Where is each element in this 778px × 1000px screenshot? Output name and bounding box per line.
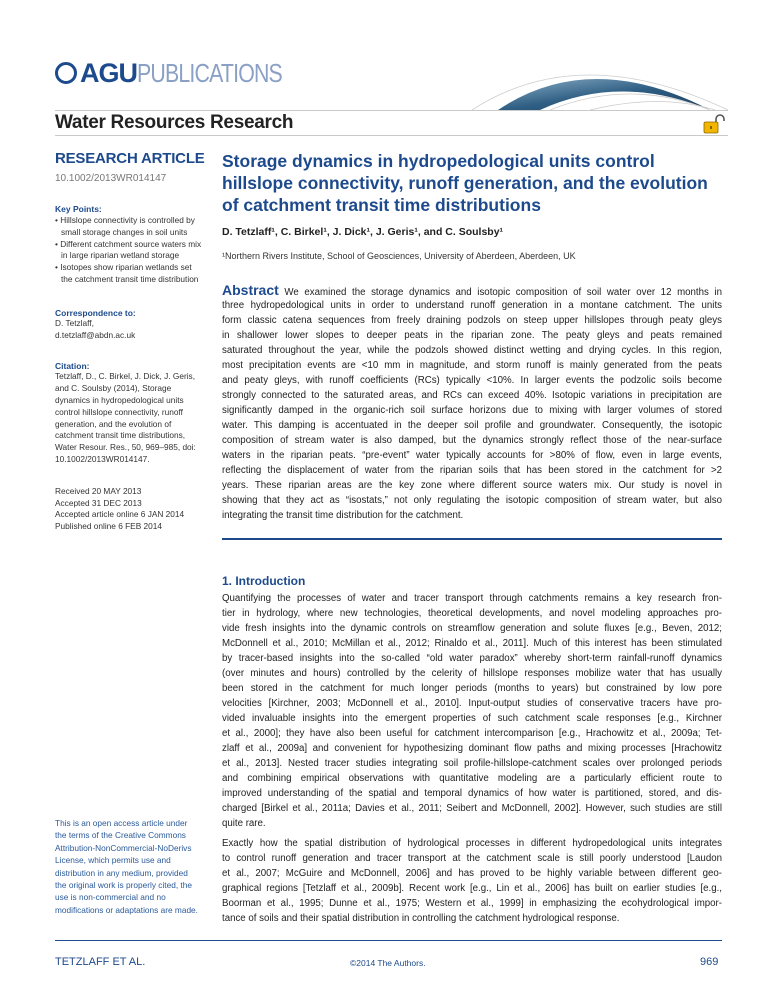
text-line: quite rare. <box>222 818 266 829</box>
text-line: and peaty gleys, with runoff coefficients (RCs) typically <10%. In larger events the podzolic soils become <box>222 375 722 386</box>
section-heading-introduction: 1. Introduction <box>222 574 306 588</box>
intro-paragraph-2 <box>222 836 722 926</box>
agu-publications-logo <box>55 58 314 88</box>
text-line: et al., 2000]; they have also been useful for catchment intercomparison [e.g., Hrachowitz et al., 2009a; Tet- <box>222 728 722 739</box>
logo-agu: AGU <box>80 58 137 88</box>
text-line: tier in hydrology, where new technologies, theoretical developments, and novel modeling approaches pro- <box>222 608 722 619</box>
text-line: been stored in the catchment for much longer periods (months to years) but constrained by low pore <box>222 683 722 694</box>
text-line: form classic catena sequences from freely draining podzols on steep upper hillslopes through peaty gleys <box>222 315 722 326</box>
key-point: • Hillslope connectivity is controlled by small storage changes in soil units <box>55 215 195 237</box>
key-point-text: Isotopes show riparian wetlands set the catchment transit time distribution <box>60 262 199 284</box>
journal-name: Water Resources Research <box>55 112 294 133</box>
date-published: Published online 6 FEB 2014 <box>55 521 163 532</box>
correspondence-email[interactable]: d.tetzlaff@abdn.ac.uk <box>55 329 136 340</box>
text-line: zlaff et al., 2009a] and convenient for hypothesizing dominant flow paths and mixing processes [Hrachowitz <box>222 743 722 754</box>
text-line: velocities [Kirchner, 2003; McDonnell et al., 2010]. Input-output studies of conservative tracers have pro- <box>222 698 722 709</box>
article-title: Storage dynamics in hydropedological units control hillslope connectivity, runoff generation, and the evolution of catchment transit time distributions <box>222 151 708 215</box>
text-line: to control runoff generation and tracer transport at the catchment scale is still poorly understood [Laudon <box>222 853 722 864</box>
text-line: et al., 2007; McGuire and McDonnell, 2006] and has proved to be highly variable between different geo- <box>222 868 722 879</box>
text-line: graphical regions [Tetzlaff et al., 2009b]. Recent work [e.g., Lin et al., 2006] has built on earlier studies [e.g., <box>222 883 722 894</box>
key-point: • Different catchment source waters mix in large riparian wetland storage <box>55 238 202 261</box>
text-line: integrating the transit time distribution for the catchment. <box>222 510 464 521</box>
footer-authors: TETZLAFF ET AL. <box>55 956 146 968</box>
text-line: water. This damping is accentuated in the deeper soil profile and groundwater. Consequently, the isotopic <box>222 420 722 431</box>
text-line: reflecting the displacement of water from the riparian soils that has been stored in the catchment for >2 <box>222 465 722 476</box>
text-line: waters in the riparian peats. “pre-event” water typically accounts for >80% of flow, even in large events, <box>222 450 722 461</box>
key-point-text: Hillslope connectivity is controlled by small storage changes in soil units <box>60 215 195 237</box>
header-rule-top <box>55 110 728 111</box>
text-line: charged [Birkel et al., 2011a; Davies et al., 2011; Seibert and McDonnell, 2002]. However, such studies are still <box>222 803 722 814</box>
text-line: saturated throughout the year, while the podzols showed distinct wetting and drying cycles. In this region, <box>222 345 722 356</box>
text-line: (over minutes and hours) controlled by the celerity of hillslope responses mobilize water that has usually <box>222 668 722 679</box>
text-line: showing that they act as “isostats,” not only regulating the isotopic composition of stream water, but also <box>222 495 722 506</box>
key-point: • Isotopes show riparian wetlands set the catchment transit time distribution <box>55 262 199 284</box>
text-line: years. These riparian areas are the key zone where different source waters mix. Our study is novel in <box>222 480 722 491</box>
author-list: D. Tetzlaff¹, C. Birkel¹, J. Dick¹, J. Geris¹, and C. Soulsby¹ <box>222 226 504 238</box>
text-line: Boorman et al., 1995; Dunne et al., 1975; Western et al., 1999] in emphasizing the ecohydrological impor- <box>222 898 722 909</box>
text-line: vide fresh insights into the dynamic controls on streamflow generation and solute fluxes [e.g., Beven, 2012; <box>222 623 722 634</box>
article-dates <box>55 486 205 533</box>
logo-publications: PUBLICATIONS <box>137 58 282 88</box>
citation-text: Tetzlaff, D., C. Birkel, J. Dick, J. Geris, and C. Soulsby (2014), Storage dynamics in hydropedological units control hillslope connectivity, runoff generation, and the evolution of catchment transit time distributions, Water Resour. Res., 50, 969–985, doi: 10.1002/2013WR014147. <box>55 371 196 464</box>
text-line: vided invaluable insights into the emergent properties of such catchment scale responses [e.g., Kirchner <box>222 713 722 724</box>
text-line: by tracer-based insights into the so-called “old water paradox” whereby short-term rainfall-runoff dynamics <box>222 653 722 664</box>
text-line: McDonnell et al., 2010; McMillan et al., 2012; Rinaldo et al., 2011]. Much of this interest has been stimulated <box>222 638 722 649</box>
text-line: three hydropedological units in order to understand runoff generation in a montane catchment. The units <box>222 300 722 311</box>
text-line <box>222 283 722 298</box>
article-type: RESEARCH ARTICLE <box>55 150 205 167</box>
footer-rule <box>55 940 722 941</box>
key-points-list <box>55 215 205 286</box>
sidebar <box>55 150 205 533</box>
abstract-text: We examined the storage dynamics and isotopic composition of soil water over 12 months in <box>278 287 722 298</box>
text-line: significantly damped in the organic-rich soil surface horizons due to mixing with larger volumes of stored <box>222 405 722 416</box>
date-accepted-online: Accepted article online 6 JAN 2014 <box>55 509 185 520</box>
date-accepted: Accepted 31 DEC 2013 <box>55 497 142 508</box>
text-line: et al., 2013]. Nested tracer studies integrating soil profile-hillslope-catchment scales over prolonged periods <box>222 758 722 769</box>
agu-logo-mark-icon <box>55 62 77 84</box>
doi[interactable]: 10.1002/2013WR014147 <box>55 173 167 184</box>
correspondence-heading: Correspondence to: <box>55 307 136 318</box>
abstract <box>222 283 722 523</box>
citation-heading: Citation: <box>55 361 90 372</box>
correspondence-name: D. Tetzlaff, <box>55 317 94 328</box>
text-line: strongly connected to the saturated areas, and RCs can exceed 40%. Isotopic variations in precipitation are <box>222 390 722 401</box>
page-number: 969 <box>700 956 719 968</box>
abstract-heading: Abstract <box>222 282 279 298</box>
header-rule-bottom <box>55 135 728 136</box>
license-notice: This is an open access article under the terms of the Creative Commons Attribution-NonCommercial-NoDerivs License, which permits use and distribution in any medium, provided the original work is properly cited, the use is non-commercial and no modifications or adaptations are made. <box>55 818 198 915</box>
text-line: composition of stream water is also damped, but the dynamics strongly reflect those of the near-surface <box>222 435 722 446</box>
footer-copyright: ©2014 The Authors. <box>350 958 426 968</box>
date-received: Received 20 MAY 2013 <box>55 485 142 496</box>
text-line: Quantifying the processes of water and tracer transport through catchments remains a key research fron- <box>222 593 722 604</box>
text-line: in shallower lower slopes to deeper peats in the riparian zone. The peaty gleys and peats remained <box>222 330 722 341</box>
key-points-heading: Key Points: <box>55 204 102 214</box>
intro-paragraph-1 <box>222 591 722 831</box>
affiliation: ¹Northern Rivers Institute, School of Geosciences, University of Aberdeen, Aberdeen, UK <box>222 251 576 261</box>
unlocked-padlock-icon <box>702 114 726 134</box>
text-line: and combining empirical observations with quantitative modeling are a particularly efficient route to <box>222 773 722 784</box>
key-point-text: Different catchment source waters mix in large riparian wetland storage <box>60 238 202 261</box>
text-line: improved understanding of the spatial and temporal dynamics of how water is partitioned, stored, and dis- <box>222 788 722 799</box>
abstract-rule <box>222 538 722 540</box>
text-line: Exactly how the spatial distribution of hydrological processes in different hydropedological units integrates <box>222 838 722 849</box>
text-line: tance of soils and their spatial distribution in controlling the catchment hydrological response. <box>222 913 620 924</box>
text-line: most precipitation events are <10 mm in magnitude, and storm runoff is mainly generated from the peats <box>222 360 722 371</box>
